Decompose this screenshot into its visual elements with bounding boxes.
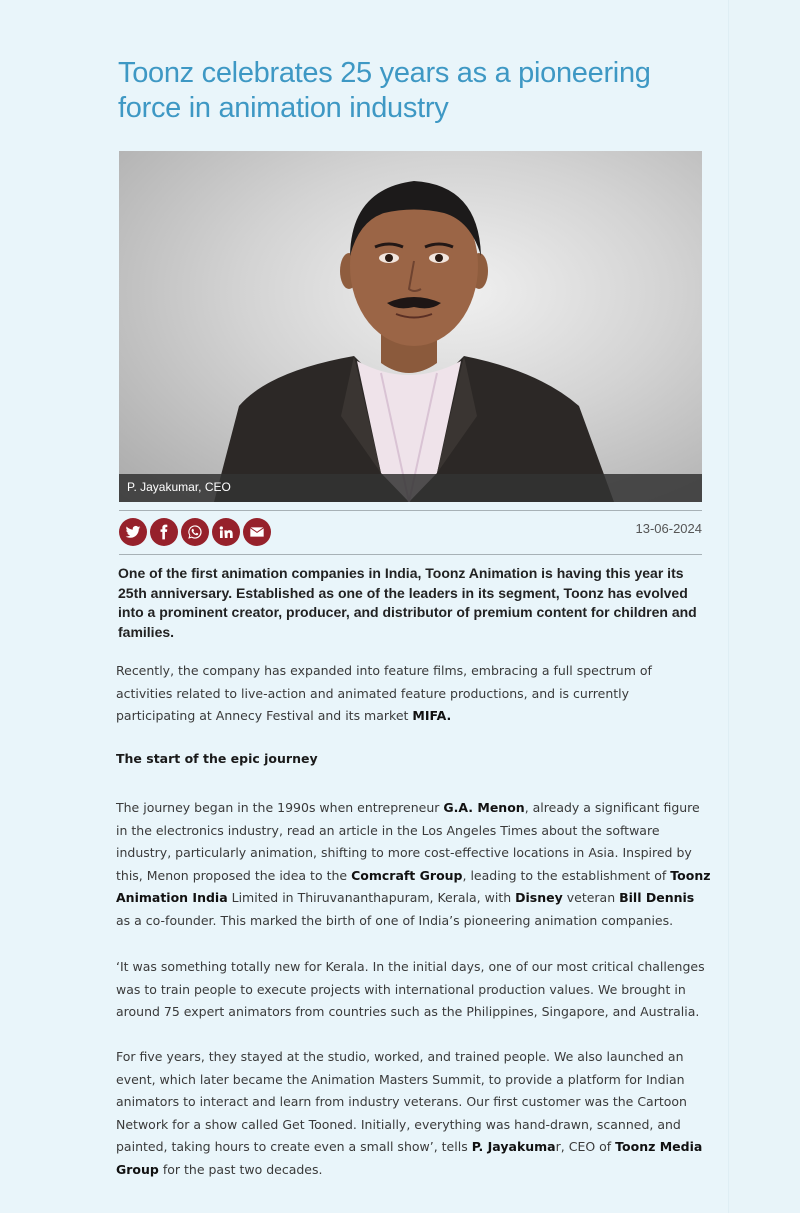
email-icon [249,524,265,540]
whatsapp-share-button[interactable] [181,518,209,546]
article-lead: One of the first animation companies in India, Toonz Animation is having this year its 25th anniversary. Established as one of the leaders in its segment, Toonz has evolved into a prominent creator, producer, and distributor of premium content for children and families. [118,565,697,640]
bold-run: Comcraft Group [351,867,463,883]
bold-run: Toonz Animation India [116,867,711,905]
divider-bottom [119,554,702,555]
linkedin-icon [218,524,234,540]
bold-run: Disney [515,890,563,905]
publish-date: 13-06-2024 [635,521,702,536]
paragraph-2 [116,797,711,932]
whatsapp-icon [187,524,203,540]
bold-run: MIFA. [412,708,452,723]
portrait-illustration [119,151,702,502]
share-bar [119,518,271,546]
divider-top [119,510,702,511]
text-run: , already a significant figure in the electronics industry, read an article in the Los Angeles Times about the software industry, particularly animation, shifting to more cost-effective locations in Asia. Inspired by this, Menon proposed the idea to the [116,800,700,883]
text-run: , leading to the establishment of [462,867,671,883]
text-run: veteran [562,890,620,905]
linkedin-share-button[interactable] [212,518,240,546]
text-run: for the past two decades. [158,1161,323,1177]
article-title: Toonz celebrates 25 years as a pioneering force in animation industry [118,57,651,124]
facebook-share-button[interactable] [150,518,178,546]
email-share-button[interactable] [243,518,271,546]
text-run: For five years, they stayed at the studio, worked, and trained people. We also launched an event, which later became the Animation Masters Summit, to provide a platform for Indian animators to interact and learn from industry veterans. Our first customer was the Cartoon Network for a show called Get Tooned. Initially, everything was hand-drawn, scanned, and painted, taking hours to create even a small show’, tells [116,1049,687,1154]
bold-run: G.A. Menon [443,800,525,815]
bold-run: P. Jayakuma [471,1139,556,1154]
article-photo [119,151,702,502]
text-run: Recently, the company has expanded into feature films, embracing a full spectrum of activities related to live-action and animated feature productions, and is currently participating at Annecy Festival and its market [116,663,652,723]
bold-run: Toonz Media Group [116,1139,703,1177]
photo-caption: P. Jayakumar, CEO [127,480,231,494]
twitter-share-button[interactable] [119,518,147,546]
twitter-icon [125,524,141,540]
text-run: Limited in Thiruvananthapuram, Kerala, with [227,890,516,905]
photo-caption-bar [119,474,702,502]
facebook-icon [156,524,172,540]
text-run: as a co-founder. This marked the birth of one of India’s pioneering animation companies. [116,912,674,928]
section-subhead: The start of the epic journey [116,751,318,766]
text-run: The journey began in the 1990s when entrepreneur [116,800,444,815]
paragraph-1 [116,660,711,728]
paragraph-3: ‘It was something totally new for Kerala. In the initial days, one of our most critical challenges was to train people to execute projects with international production values. We brought in around 75 expert animators from countries such as the Philippines, Singapore, and Australia. [116,959,705,1019]
paragraph-4 [116,1046,711,1181]
bold-run: Bill Dennis [619,890,695,905]
text-run: r, CEO of [555,1139,616,1154]
